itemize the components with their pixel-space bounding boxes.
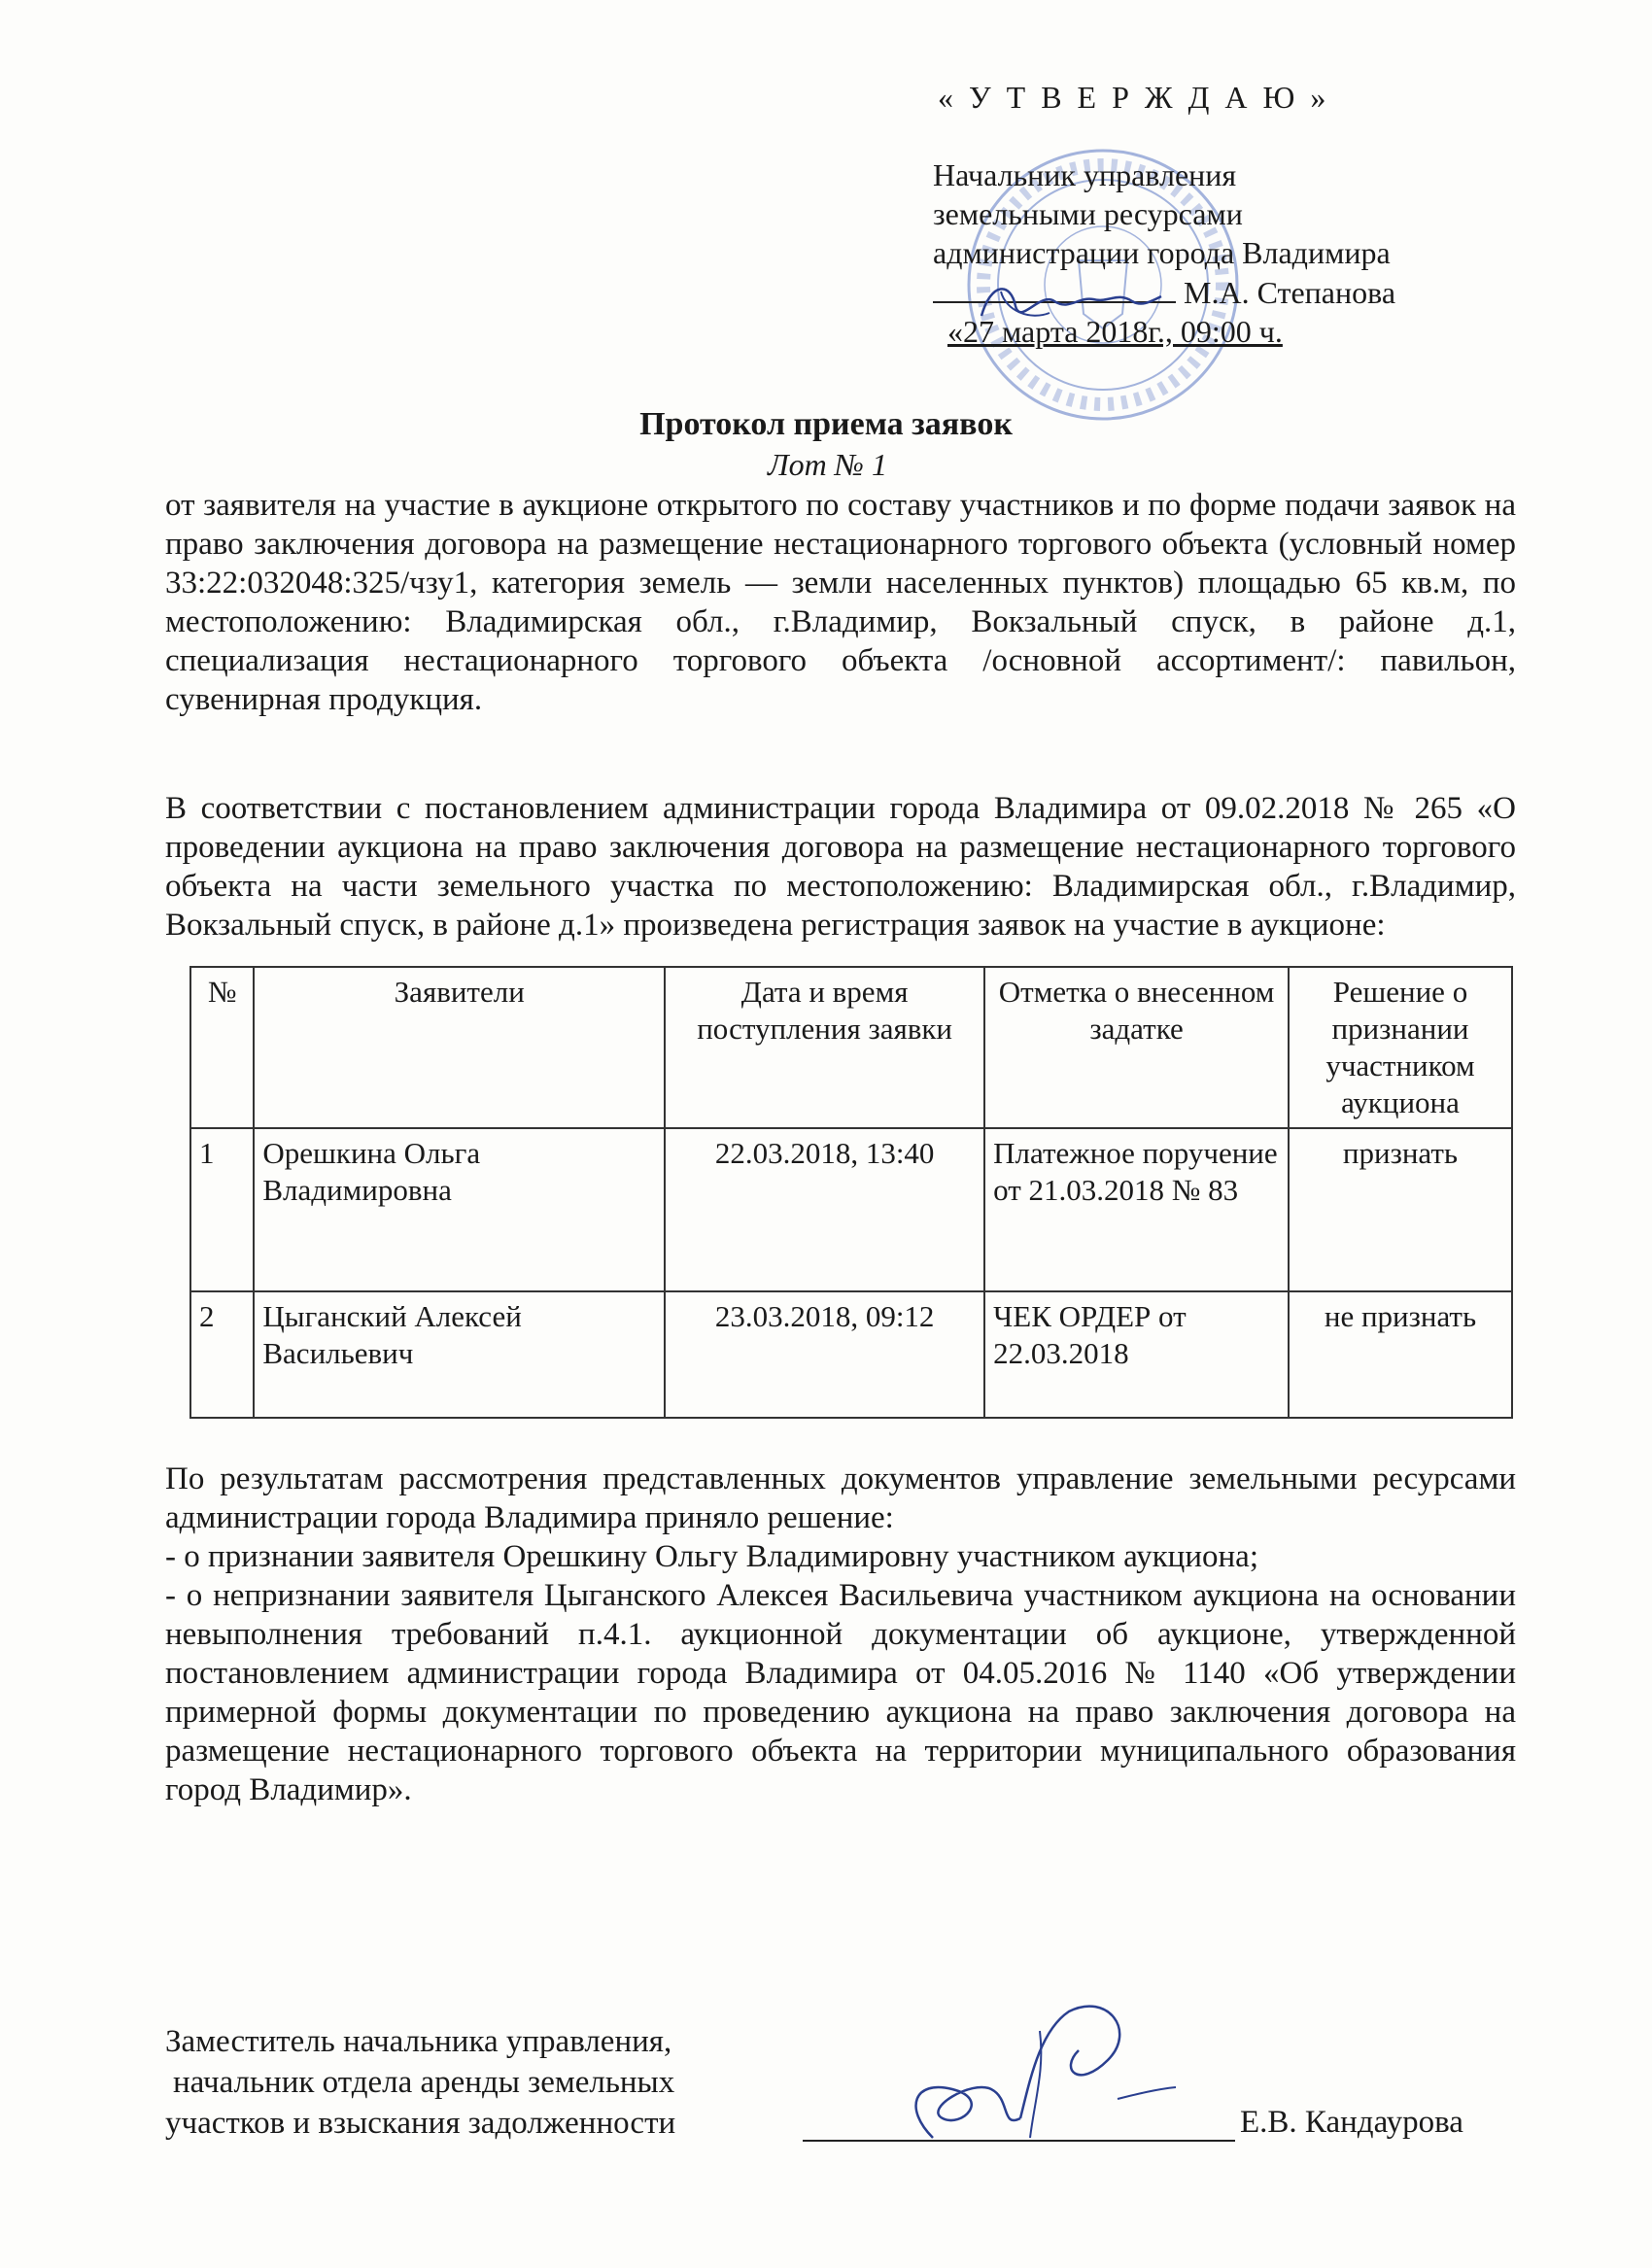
- paragraph-3: По результатам рассмотрения представленных документов управление земельными ресурсами администрации города Владимира приняло решение:: [165, 1461, 1516, 1535]
- applications-table: [189, 966, 1513, 1419]
- approval-signature: [972, 272, 1166, 340]
- paragraph-1: от заявителя на участие в аукционе открытого по составу участников и по форме подачи заявок на право заключения договора на размещение нестационарного торгового объекта (условный номер 33:22:032048:325/чзу1, категория земель — земли населенных пунктов) площадью 65 кв.м, по местоположению: Владимирская обл., г.Владимир, Вокзальный спуск, в районе д.1, специализация нестационарного торгового объекта /основной ассортимент/: павильон, сувенирная продукция.: [165, 488, 1516, 717]
- header-date-time: Дата и время поступления заявки: [665, 967, 984, 1128]
- cell-date-time: 23.03.2018, 09:12: [665, 1291, 984, 1418]
- signature-line: [803, 2140, 1235, 2142]
- cell-applicant: Орешкина Ольга Владимировна: [254, 1128, 665, 1291]
- cell-applicant: Цыганский Алексей Васильевич: [254, 1291, 665, 1418]
- table-header-row: [190, 967, 1512, 1128]
- approval-date: «27 марта 2018г., 09:00 ч.: [947, 314, 1283, 349]
- table-row: [190, 1291, 1512, 1418]
- cell-deposit: ЧЕК ОРДЕР от 22.03.2018: [984, 1291, 1289, 1418]
- cell-deposit: Платежное поручение от 21.03.2018 № 83: [984, 1128, 1289, 1291]
- paragraph-2: В соответствии с постановлением администрации города Владимира от 09.02.2018 № 265 «О проведении аукциона на право заключения договора на размещение нестационарного торгового объекта на части земельного участка по местоположению: Владимирская обл., г.Владимир, Вокзальный спуск, в районе д.1» произведена регистрация заявок на участие в аукционе:: [165, 791, 1516, 943]
- header-decision: Решение о признании участником аукциона: [1289, 967, 1512, 1128]
- paragraph-subject: [165, 486, 1516, 719]
- decision-section: [165, 1460, 1516, 1809]
- signatory-line2: начальник отдела аренды земельных: [173, 2065, 675, 2100]
- document-heading: Протокол приема заявок: [639, 406, 1013, 442]
- paragraph-basis: [165, 789, 1516, 945]
- cell-decision: признать: [1289, 1128, 1512, 1291]
- cell-date-time: 22.03.2018, 13:40: [665, 1128, 984, 1291]
- header-applicants: Заявители: [254, 967, 665, 1128]
- lot-number: Лот № 1: [768, 447, 887, 482]
- header-number: №: [190, 967, 254, 1128]
- approval-position-line1: Начальник управления: [933, 157, 1237, 192]
- paragraph-4: - о признании заявителя Орешкину Ольгу Владимировну участником аукциона;: [165, 1539, 1258, 1574]
- signatory-block: [165, 2021, 675, 2144]
- paragraph-5: - о непризнании заявителя Цыганского Алексея Васильевича участником аукциона на основании невыполнения требований п.4.1. аукционной документации об аукционе, утвержденной постановлением администрации города Владимира от 04.05.2016 № 1140 «Об утверждении примерной формы документации по проведению аукциона на право заключения договора на размещение нестационарного торгового объекта на территории муниципального образования город Владимир».: [165, 1578, 1516, 1807]
- header-deposit: Отметка о внесенном задатке: [984, 967, 1289, 1128]
- signatory-line1: Заместитель начальника управления,: [165, 2024, 672, 2059]
- approval-signer: М.А. Степанова: [1184, 275, 1396, 310]
- cell-number: 1: [190, 1128, 254, 1291]
- approval-title: « У Т В Е Р Ж Д А Ю »: [938, 80, 1330, 115]
- signatory-line3: участков и взыскания задолженности: [165, 2106, 676, 2141]
- approval-position-line3: администрации города Владимира: [933, 235, 1391, 270]
- signatory-signature: [875, 1992, 1244, 2157]
- cell-decision: не признать: [1289, 1291, 1512, 1418]
- signatory-name: Е.В. Кандаурова: [1240, 2105, 1463, 2140]
- cell-number: 2: [190, 1291, 254, 1418]
- table-row: [190, 1128, 1512, 1291]
- approval-position-line2: земельными ресурсами: [933, 196, 1243, 231]
